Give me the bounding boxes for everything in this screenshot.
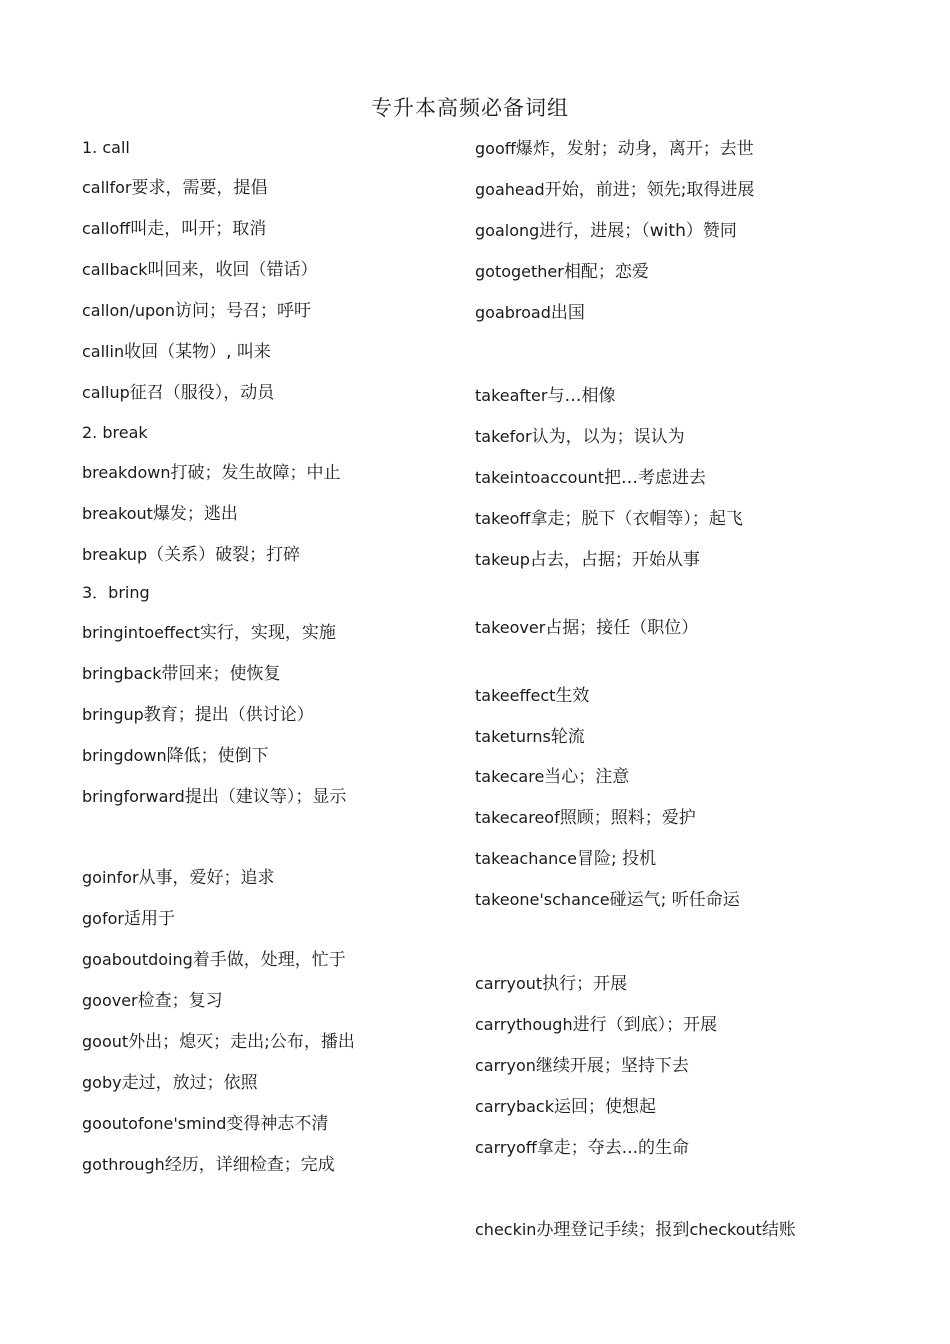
phrase-english: takeintoaccount bbox=[475, 468, 605, 487]
phrase-english: bringback bbox=[82, 664, 162, 683]
phrase-entry bbox=[475, 425, 685, 449]
page-title: 专升本高频必备词组 bbox=[371, 96, 569, 120]
phrase-entry bbox=[82, 744, 269, 768]
phrase-english: gooutofone'smind bbox=[82, 1114, 227, 1133]
phrase-english: breakout bbox=[82, 504, 153, 523]
phrase-entry bbox=[475, 178, 754, 202]
phrase-entry bbox=[82, 866, 275, 890]
phrase-meaning: 要求，需要，提倡 bbox=[131, 178, 268, 198]
phrase-meaning: 叫回来，收回（错话） bbox=[147, 260, 318, 280]
phrase-english: takeone'schance bbox=[475, 890, 610, 909]
phrase-entry bbox=[475, 806, 696, 830]
phrase-english: takeover bbox=[475, 618, 546, 637]
phrase-entry bbox=[475, 684, 589, 708]
phrase-meaning: 拿走；夺去...的生命 bbox=[536, 1138, 689, 1158]
phrase-meaning: 提出（建议等）；显示 bbox=[184, 787, 347, 807]
phrase-meaning: 执行；开展 bbox=[542, 974, 628, 994]
phrase-meaning: 占去，占据；开始从事 bbox=[529, 550, 700, 570]
phrase-entry bbox=[82, 785, 346, 809]
phrase-meaning: 外出；熄灭；走出;公布，播出 bbox=[128, 1032, 355, 1052]
phrase-english: takecareof bbox=[475, 808, 560, 827]
phrase-meaning: 检查；复习 bbox=[137, 991, 223, 1011]
phrase-english: carryout bbox=[475, 974, 543, 993]
phrase-entry bbox=[475, 725, 585, 749]
phrase-english: goby bbox=[82, 1073, 122, 1092]
phrase-english: takeoff bbox=[475, 509, 531, 528]
phrase-meaning: 照顾；照料；爱护 bbox=[559, 808, 696, 828]
section-heading: 3．bring bbox=[82, 583, 150, 602]
phrase-entry bbox=[475, 548, 700, 572]
phrase-entry bbox=[475, 219, 737, 243]
phrase-english: goinfor bbox=[82, 868, 139, 887]
phrase-entry bbox=[82, 907, 175, 931]
phrase-meaning: 把…考虑进去 bbox=[604, 468, 707, 488]
phrase-english: takeup bbox=[475, 550, 530, 569]
phrase-entry bbox=[82, 176, 268, 200]
phrase-meaning: 出国 bbox=[550, 303, 585, 323]
phrase-entry bbox=[82, 299, 311, 323]
phrase-entry bbox=[475, 137, 754, 161]
phrase-meaning: 轮流 bbox=[550, 727, 585, 747]
phrase-english: breakup bbox=[82, 545, 148, 564]
phrase-entry bbox=[82, 662, 281, 686]
phrase-meaning: 占据；接任（职位） bbox=[545, 618, 699, 638]
phrase-meaning: 叫走，叫开；取消 bbox=[130, 219, 267, 239]
phrase-meaning: 生效 bbox=[555, 686, 590, 706]
phrase-meaning: 收回（某物）, 叫来 bbox=[124, 342, 271, 362]
phrase-meaning: 爆炸，发射；动身，离开；去世 bbox=[515, 139, 754, 159]
phrase-english: carryback bbox=[475, 1097, 554, 1116]
phrase-english: takecare bbox=[475, 767, 545, 786]
phrase-entry bbox=[82, 340, 271, 364]
phrase-english: taketurns bbox=[475, 727, 551, 746]
phrase-meaning: 碰运气; 听任命运 bbox=[609, 890, 740, 910]
phrase-english: callfor bbox=[82, 178, 132, 197]
phrase-entry bbox=[475, 260, 649, 284]
phrase-entry bbox=[82, 258, 318, 282]
phrase-english: goahead bbox=[475, 180, 545, 199]
phrase-english: gooff bbox=[475, 139, 516, 158]
phrase-entry bbox=[475, 616, 698, 640]
phrase-english: bringforward bbox=[82, 787, 185, 806]
phrase-meaning: 开始，前进；领先;取得进展 bbox=[544, 180, 755, 200]
phrase-english: carryoff bbox=[475, 1138, 537, 1157]
phrase-meaning: 访问；号召；呼吁 bbox=[175, 301, 312, 321]
phrase-english: gofor bbox=[82, 909, 124, 928]
phrase-entry bbox=[82, 703, 314, 727]
phrase-meaning: 着手做，处理，忙于 bbox=[192, 950, 346, 970]
phrase-entry bbox=[475, 847, 656, 871]
phrase-meaning: 认为，以为；误认为 bbox=[531, 427, 685, 447]
phrase-meaning: 实行，实现，实施 bbox=[199, 623, 336, 643]
phrase-english: bringup bbox=[82, 705, 144, 724]
phrase-meaning: 从事，爱好；追求 bbox=[138, 868, 275, 888]
phrase-english: gothrough bbox=[82, 1155, 165, 1174]
phrase-entry bbox=[475, 1095, 656, 1119]
phrase-meaning: 继续开展；坚持下去 bbox=[535, 1056, 689, 1076]
phrase-english: gotogether bbox=[475, 262, 564, 281]
phrase-english: callon/upon bbox=[82, 301, 176, 320]
phrase-meaning: 与…相像 bbox=[547, 386, 616, 406]
phrase-english: takefor bbox=[475, 427, 532, 446]
phrase-entry bbox=[82, 217, 266, 241]
phrase-meaning: 变得神志不清 bbox=[226, 1114, 329, 1134]
phrase-entry bbox=[82, 1153, 335, 1177]
phrase-english: bringintoeffect bbox=[82, 623, 200, 642]
phrase-meaning: 拿走；脱下（衣帽等）；起飞 bbox=[530, 509, 743, 529]
phrase-english: goabroad bbox=[475, 303, 551, 322]
phrase-entry bbox=[475, 384, 615, 408]
phrase-meaning: 带回来；使恢复 bbox=[161, 664, 281, 684]
phrase-english: carryon bbox=[475, 1056, 536, 1075]
phrase-entry bbox=[82, 381, 274, 405]
phrase-meaning: 冒险; 投机 bbox=[576, 849, 657, 869]
phrase-english: carrythough bbox=[475, 1015, 573, 1034]
phrase-english: takeafter bbox=[475, 386, 548, 405]
phrase-entry bbox=[475, 1218, 796, 1242]
phrase-entry bbox=[82, 1071, 258, 1095]
phrase-meaning: 走过，放过；依照 bbox=[121, 1073, 258, 1093]
phrase-meaning: 相配；恋爱 bbox=[563, 262, 649, 282]
phrase-english: callup bbox=[82, 383, 130, 402]
phrase-english: checkin bbox=[475, 1220, 537, 1239]
phrase-meaning: 打破；发生故障；中止 bbox=[170, 463, 341, 483]
phrase-entry bbox=[82, 461, 340, 485]
phrase-meaning: 降低；使倒下 bbox=[166, 746, 269, 766]
phrase-english: callback bbox=[82, 260, 148, 279]
phrase-entry bbox=[475, 765, 629, 789]
phrase-meaning: 结账 bbox=[761, 1220, 796, 1240]
phrase-english: breakdown bbox=[82, 463, 171, 482]
phrase-entry bbox=[475, 466, 706, 490]
phrase-english: bringdown bbox=[82, 746, 167, 765]
phrase-meaning: （关系）破裂；打碎 bbox=[147, 545, 301, 565]
phrase-meaning: 教育；提出（供讨论） bbox=[143, 705, 314, 725]
phrase-entry bbox=[475, 888, 740, 912]
phrase-meaning: 爆发；逃出 bbox=[152, 504, 238, 524]
section-heading: 2. break bbox=[82, 423, 148, 442]
phrase-entry bbox=[82, 1030, 355, 1054]
phrase-meaning: 当心；注意 bbox=[544, 767, 630, 787]
phrase-meaning: 进行，进展；（with）赞同 bbox=[539, 221, 737, 241]
phrase-entry bbox=[475, 1136, 689, 1160]
phrase-english: calloff bbox=[82, 219, 131, 238]
section-heading: 1. call bbox=[82, 138, 130, 157]
phrase-meaning: 进行（到底）；开展 bbox=[572, 1015, 718, 1035]
phrase-meaning: 经历，详细检查；完成 bbox=[164, 1155, 335, 1175]
phrase-english: goover bbox=[82, 991, 138, 1010]
phrase-entry bbox=[475, 507, 743, 531]
phrase-english: checkout bbox=[689, 1220, 762, 1239]
phrase-entry bbox=[475, 301, 585, 325]
phrase-entry bbox=[82, 621, 336, 645]
phrase-meaning: 运回；使想起 bbox=[553, 1097, 656, 1117]
phrase-english: callin bbox=[82, 342, 125, 361]
phrase-entry bbox=[82, 543, 300, 567]
phrase-english: goout bbox=[82, 1032, 129, 1051]
phrase-english: takeeffect bbox=[475, 686, 556, 705]
phrase-english: goaboutdoing bbox=[82, 950, 193, 969]
phrase-english: takeachance bbox=[475, 849, 577, 868]
phrase-meaning: 征召（服役），动员 bbox=[129, 383, 275, 403]
phrase-meaning: 办理登记手续；报到 bbox=[536, 1220, 690, 1240]
phrase-meaning: 适用于 bbox=[123, 909, 175, 929]
phrase-entry bbox=[475, 1054, 689, 1078]
phrase-entry bbox=[82, 502, 238, 526]
phrase-entry bbox=[475, 1013, 717, 1037]
phrase-entry bbox=[82, 1112, 328, 1136]
phrase-entry bbox=[82, 948, 346, 972]
phrase-entry bbox=[475, 972, 627, 996]
phrase-entry bbox=[82, 989, 223, 1013]
phrase-english: goalong bbox=[475, 221, 540, 240]
